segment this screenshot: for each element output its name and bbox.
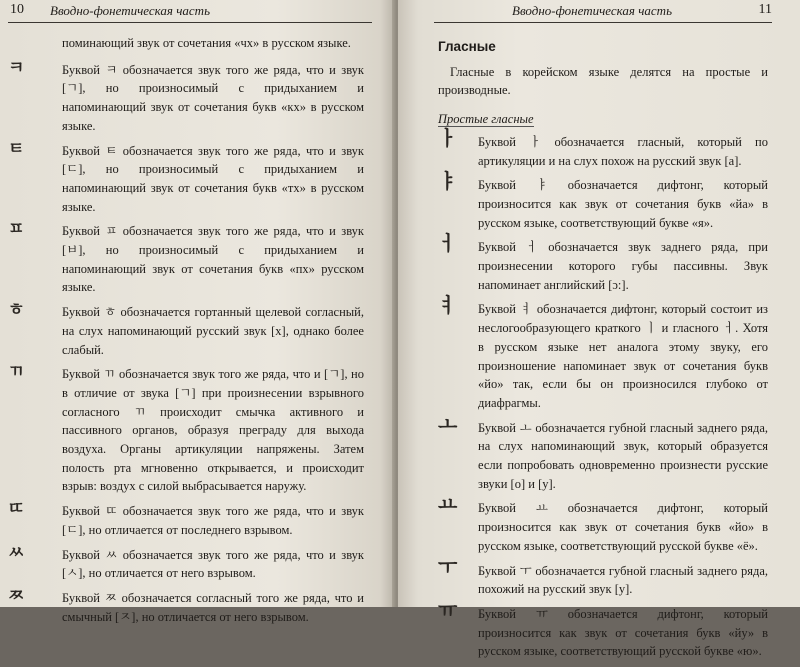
entry-text: Буквой ㅗ обозначается губной гласный заднего ряда, на слух напоминающий звук, который образуется если попробовать одновременно произнести русские звуки [о] и [у]. (478, 420, 768, 491)
right-page-header (434, 0, 772, 23)
subsection-heading (438, 110, 768, 129)
entry-text: Буквой ㄲ обозначается звук того же ряда, что и [ㄱ], но в отличие от звука [ㄱ] при произнесении взрывного согласного ㄲ происходит смычка активного и пассивного органов, образуя преграду для выхода воздуха. Органы артикуляции напряжены. Затем полость рта мгновенно открывается, и происходит взрыв: воздух с силой выбрасывается наружу. (62, 367, 364, 494)
jamo-symbol: ㅎ (8, 300, 25, 321)
jamo-symbol: ㅕ (438, 293, 458, 318)
entry-text: Буквой ㅋ обозначается звук того же ряда, что и звук [ㄱ], но произносимый с придыханием и напоминающий звук от сочетания букв «кх» в русском языке. (62, 62, 364, 133)
jamo-symbol: ㅠ (438, 597, 458, 622)
vowel-entry (438, 293, 768, 412)
jamo-symbol: ㅋ (8, 57, 25, 78)
letter-entry (8, 300, 364, 359)
jamo-symbol: ㅆ (8, 542, 25, 563)
letter-entry (8, 138, 364, 217)
entry-text: Буквой ㅌ обозначается звук того же ряда, что и звук [ㄷ], но произносимый с придыханием и напоминающий звук от сочетания букв «тх» в русском языке. (62, 143, 364, 214)
left-page-header (8, 0, 372, 23)
right-page-number: 11 (758, 2, 772, 17)
jamo-symbol: ㄸ (8, 499, 25, 520)
jamo-symbol: ㅛ (438, 492, 458, 517)
entry-text: Буквой ㅓ обозначается звук заднего ряда, при произнесении которого губы пассивны. Звук напоминает английский [ɔ:]. (478, 240, 768, 292)
subsection-heading-text: Простые гласные (438, 112, 534, 127)
right-page (398, 0, 800, 659)
intro-paragraph: Гласные в корейском языке делятся на простые и производные. (438, 64, 768, 98)
letter-entry (8, 219, 364, 297)
vowel-entry (438, 597, 768, 661)
jamo-symbol: ㅓ (438, 231, 458, 256)
left-text-column (8, 34, 364, 632)
entry-text: Буквой ㅏ обозначается гласный, который по артикуляции и на слух похож на русский звук [а]. (478, 134, 768, 168)
jamo-symbol: ㅏ (438, 125, 458, 150)
entry-text: Буквой ㅛ обозначается дифтонг, который произносится как звук от сочетания букв «йо» в русском языке, соответствующий русской букве «ё». (478, 501, 768, 553)
letter-entry (8, 362, 364, 496)
entry-text: Буквой ㅜ обозначается губной гласный заднего ряда, похожий на русский звук [у]. (478, 563, 768, 597)
right-text-column (438, 34, 768, 667)
continuation-paragraph: поминающий звук от сочетания «чх» в русском языке. (62, 36, 351, 50)
jamo-symbol: ㅜ (438, 554, 458, 579)
vowel-entry (438, 125, 768, 170)
vowel-entry (438, 169, 768, 232)
section-heading: Гласные (438, 39, 496, 54)
letter-entry (8, 542, 364, 583)
entry-text: Буквой ㅑ обозначается дифтонг, который произносится как звук от сочетания букв «йа» в русском языке, соответствующий букве «я». (478, 178, 768, 230)
vowel-entry (438, 554, 768, 599)
vowel-entry (438, 411, 768, 494)
entry-text: Буквой ㅍ обозначается звук того же ряда, что и звук [ㅂ], но произносимый с придыханием и напоминающий звук от сочетания букв «пх» русском языке. (62, 224, 364, 295)
entry-text: Буквой ㅕ обозначается дифтонг, который состоит из неслогообразующего краткого ㅣ и гласного ㅓ. Хотя в русском языке нет аналога этому звуку, его произношение напоминает звук от сочетания букв «йо» так, если бы он произносился глубоко от диафрагмы. (478, 302, 768, 410)
entry-text: Буквой ㄸ обозначается звук того же ряда, что и звук [ㄷ], но отличается от последнего взрывом. (62, 504, 364, 537)
vowel-entry (438, 492, 768, 555)
jamo-symbol: ㄲ (8, 362, 25, 383)
left-page (0, 0, 396, 624)
letter-entry (8, 585, 364, 626)
entry-text: Буквой ㅠ обозначается дифтонг, который произносится как звук от сочетания букв «йу» в русском языке, соответствующий русской букве «ю». (478, 606, 768, 659)
entry-text: Буквой ㅎ обозначается гортанный щелевой согласный, на слух напоминающий русский звук [х], однако более слабый. (62, 305, 364, 357)
left-page-number: 10 (10, 2, 24, 17)
vowel-entry (438, 231, 768, 294)
jamo-symbol: ㅑ (438, 169, 458, 194)
left-running-title: Вводно-фонетическая часть (50, 3, 210, 18)
letter-entry (8, 499, 364, 539)
entry-text: Буквой ㅆ обозначается звук того же ряда, что и звук [ㅅ], но отличается от него взрывом. (62, 547, 364, 581)
letter-entry (8, 57, 364, 136)
jamo-symbol: ㅗ (438, 411, 458, 436)
entry-text: Буквой ㅉ обозначается согласный того же ряда, что и смычный [ㅈ], но отличается от него взрывом. (62, 590, 364, 624)
jamo-symbol: ㅌ (8, 138, 25, 159)
right-running-title: Вводно-фонетическая часть (512, 3, 672, 18)
jamo-symbol: ㅉ (8, 585, 25, 606)
jamo-symbol: ㅍ (8, 219, 25, 240)
